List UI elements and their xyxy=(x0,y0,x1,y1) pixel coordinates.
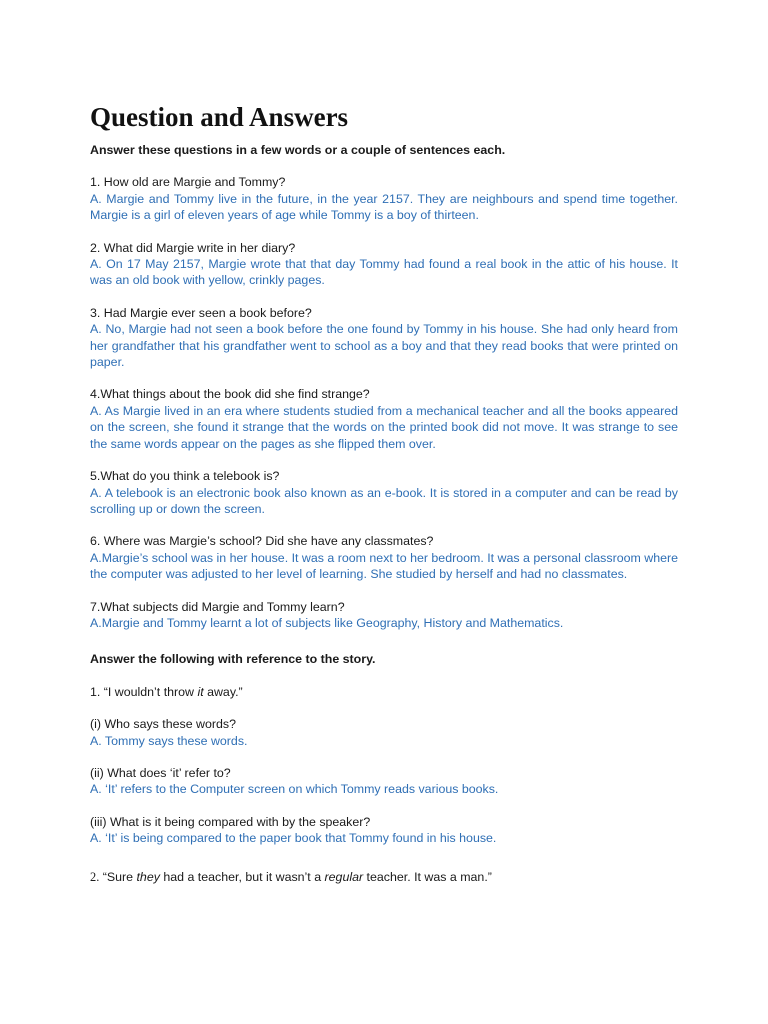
quote2-part1: “Sure xyxy=(99,869,137,884)
answer-2: A. On 17 May 2157, Margie wrote that that day Tommy had found a real book in the attic of his house. It was an old book with yellow, crinkly pages. xyxy=(90,257,678,288)
section2-instruction: Answer the following with reference to the story. xyxy=(90,652,376,667)
qa-item-3 xyxy=(90,305,678,371)
answer-3: A. No, Margie had not seen a book before the one found by Tommy in his house. She had only heard from her grandfather that his grandfather went to school as a boy and that they read books that were printed on paper. xyxy=(90,322,678,370)
quote1-emphasis: it xyxy=(197,684,204,699)
answer-4: A. As Margie lived in an era where students studied from a mechanical teacher and all the books appeared on the screen, she found it strange that the words on the printed book did not move. It was strange to see the same words appear on the pages as she flipped them over. xyxy=(90,403,678,451)
reference-quote-1 xyxy=(90,684,678,700)
ref-qa-item-1 xyxy=(90,716,678,749)
qa-item-7 xyxy=(90,599,678,632)
page-title: Question and Answers xyxy=(90,102,349,132)
question-5: 5.What do you think a telebook is? xyxy=(90,469,280,484)
ref-question-2: (ii) What does ‘it’ refer to? xyxy=(90,765,231,780)
question-3: 3. Had Margie ever seen a book before? xyxy=(90,305,312,320)
answer-7: A.Margie and Tommy learnt a lot of subjects like Geography, History and Mathematics. xyxy=(90,615,564,630)
qa-item-1 xyxy=(90,174,678,223)
ref-question-3: (iii) What is it being compared with by the speaker? xyxy=(90,814,371,829)
answer-1: A. Margie and Tommy live in the future, in the year 2157. They are neighbours and spend time together. Margie is a girl of eleven years of age while Tommy is a boy of thirteen. xyxy=(90,191,678,223)
question-4: 4.What things about the book did she find strange? xyxy=(90,387,370,402)
ref-question-1: (i) Who says these words? xyxy=(90,717,236,732)
ref-answer-3: A. ‘It’ is being compared to the paper book that Tommy found in his house. xyxy=(90,831,497,846)
quote2-part3: teacher. It was a man.” xyxy=(363,869,492,884)
qa-item-2 xyxy=(90,240,678,289)
section1-instruction: Answer these questions in a few words or a couple of sentences each. xyxy=(90,143,506,157)
ref-qa-item-2 xyxy=(90,765,678,798)
quote1-before: 1. “I wouldn’t throw xyxy=(90,684,198,699)
answer-5: A. A telebook is an electronic book also known as an e-book. It is stored in a computer and can be read by scrolling up or down the screen. xyxy=(90,485,678,516)
ref-answer-1: A. Tommy says these words. xyxy=(90,733,248,748)
quote2-part2: had a teacher, but it wasn’t a xyxy=(159,869,325,884)
quote1-after: away.” xyxy=(203,684,243,699)
quote2-number: 2. xyxy=(90,869,100,884)
answer-6: A.Margie’s school was in her house. It was a room next to her bedroom. It was a personal classroom where the computer was adjusted to her level of learning. She studied by herself and had no classmates. xyxy=(90,550,678,582)
question-6: 6. Where was Margie’s school? Did she have any classmates? xyxy=(90,534,434,549)
qa-item-5 xyxy=(90,468,678,517)
question-1: 1. How old are Margie and Tommy? xyxy=(90,175,286,190)
ref-qa-item-3 xyxy=(90,814,678,847)
quote2-emphasis-2: regular xyxy=(324,869,364,884)
reference-quote-2 xyxy=(90,869,678,885)
document-content xyxy=(90,100,678,885)
ref-answer-2: A. ‘It’ refers to the Computer screen on which Tommy reads various books. xyxy=(90,782,499,797)
question-7: 7.What subjects did Margie and Tommy learn? xyxy=(90,599,345,614)
qa-item-6 xyxy=(90,533,678,582)
question-2: 2. What did Margie write in her diary? xyxy=(90,240,296,255)
qa-item-4 xyxy=(90,386,678,452)
quote2-emphasis-1: they xyxy=(136,869,160,884)
